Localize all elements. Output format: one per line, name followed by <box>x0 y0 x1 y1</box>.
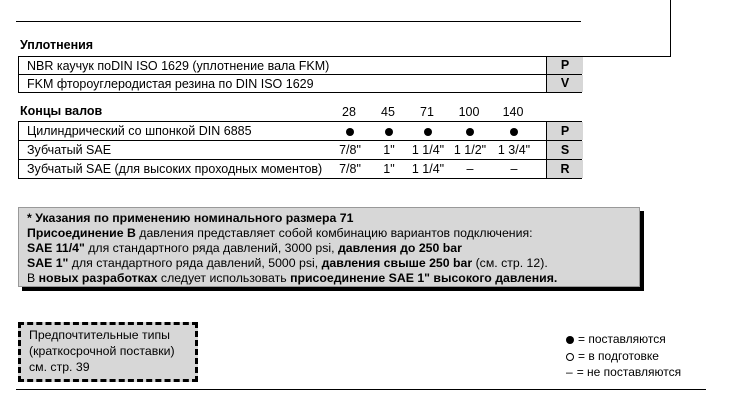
available-dot-icon <box>346 128 354 136</box>
legend-available: = поставляются <box>566 331 666 347</box>
shaft-row-2-size-45: 1" <box>383 143 395 157</box>
shaft-row-3-size-71: 1 1/4" <box>411 162 445 176</box>
size-header-71: 71 <box>420 105 434 119</box>
size-header-45: 45 <box>381 105 395 119</box>
shaft-row-1-size-45 <box>373 123 405 139</box>
available-dot-icon <box>424 128 432 136</box>
note-line-4: В новых разработках следует использовать присоединение SAE 1" высокого давления. <box>27 271 558 285</box>
shaft-row-1-label: Цилиндрический со шпонкой DIN 6885 <box>27 124 252 138</box>
shaft-row-divider-1 <box>19 140 581 141</box>
seals-row-divider <box>19 74 581 75</box>
dash-icon: – <box>566 365 573 379</box>
seals-row-2-label: FKM фтороуглеродистая резина по DIN ISO 1629 <box>27 77 314 91</box>
shaft-ends-table <box>18 121 582 179</box>
shaft-row-2-label: Зубчатый SAE <box>27 143 112 157</box>
shaft-row-2-code: S <box>546 141 583 159</box>
seals-title: Уплотнения <box>20 38 94 52</box>
shaft-row-1-code: P <box>546 122 583 140</box>
note-line-2: SAE 11/4" для стандартного ряда давлений, 3000 psi, давления до 250 bar <box>27 241 462 255</box>
shaft-row-2-size-140: 1 3/4" <box>497 143 531 157</box>
shaft-row-divider-2 <box>19 159 581 160</box>
legend-not-available: – = не поставляются <box>566 365 682 379</box>
note-line-3: SAE 1" для стандартного ряда давлений, 5000 psi, давления свыше 250 bar (см. стр. 12). <box>27 256 548 270</box>
filled-dot-icon <box>566 336 574 344</box>
size-header-28: 28 <box>342 105 356 119</box>
preferred-line-1: Предпочтительные типы <box>29 328 170 342</box>
shaft-row-2-size-28: 7/8" <box>339 143 361 157</box>
frame-bottom-line <box>582 56 671 57</box>
note-title: * Указания по применению номинального размера 71 <box>27 211 354 225</box>
legend-in-preparation: = в подготовке <box>566 348 659 364</box>
seals-row-2-code: V <box>546 75 583 92</box>
seals-row-1-code: P <box>546 57 583 74</box>
available-dot-icon <box>510 128 518 136</box>
shaft-row-1-size-28 <box>334 123 366 139</box>
shaft-row-2-size-100: 1 1/2" <box>453 143 487 157</box>
shaft-row-1-size-140 <box>496 123 532 139</box>
available-dot-icon <box>466 128 474 136</box>
shaft-row-3-size-28: 7/8" <box>339 162 361 176</box>
shaft-row-3-size-45: 1" <box>383 162 395 176</box>
size-header-100: 100 <box>458 105 480 119</box>
application-note-box <box>18 207 640 287</box>
preferred-line-3: см. стр. 39 <box>29 360 90 374</box>
hollow-dot-icon <box>566 353 574 361</box>
shaft-row-1-size-100 <box>454 123 486 139</box>
preferred-types-box <box>18 322 198 382</box>
bottom-rule <box>16 389 706 390</box>
note-line-1: Присоединение В давления представляет собой комбинацию вариантов подключения: <box>27 226 533 240</box>
top-rule <box>16 21 581 22</box>
seals-row-1-label: NBR каучук поDIN ISO 1629 (уплотнение вала FKM) <box>27 59 330 73</box>
frame-right-line <box>670 0 671 56</box>
shaft-row-3-size-100: – <box>466 162 474 176</box>
preferred-line-2: (краткосрочной поставки) <box>29 344 175 358</box>
shaft-row-3-code: R <box>546 160 583 178</box>
shaft-row-1-size-71 <box>412 123 444 139</box>
shaft-row-2-size-71: 1 1/4" <box>411 143 445 157</box>
shaft-ends-title: Концы валов <box>20 104 103 118</box>
seals-table <box>18 56 582 93</box>
shaft-row-3-label: Зубчатый SAE (для высоких проходных моментов) <box>27 162 323 176</box>
available-dot-icon <box>385 128 393 136</box>
shaft-row-3-size-140: – <box>510 162 518 176</box>
size-header-140: 140 <box>502 105 524 119</box>
